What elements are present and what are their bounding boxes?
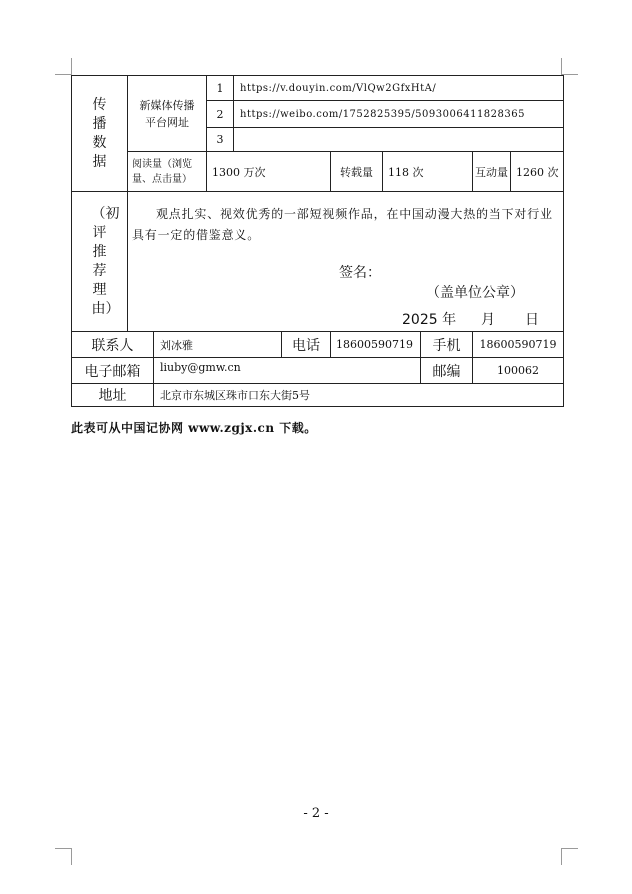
link-number-1: 1: [207, 76, 234, 101]
date-month: 月: [481, 312, 495, 328]
reads-value: 1300 万次: [207, 152, 331, 192]
spread-section-label: [72, 76, 128, 192]
phone-label: 电话: [282, 332, 331, 358]
review-section-text: （初评推荐理由）: [91, 205, 120, 317]
review-section-label: [72, 192, 128, 332]
link-url-2[interactable]: https://weibo.com/1752825395/5093006411828365: [234, 101, 564, 128]
entry-form-table: [71, 75, 564, 407]
interactions-label: 互动量: [473, 152, 511, 192]
page-number: - 2 -: [303, 806, 329, 821]
link-number-3: 3: [207, 128, 234, 152]
date-year: 2025 年: [402, 312, 457, 328]
platform-label-line2: 平台网址: [145, 115, 189, 129]
contact-value: 刘冰雅: [154, 332, 282, 358]
address-value: 北京市东城区珠市口东大街5号: [154, 384, 564, 407]
link-url-3[interactable]: [234, 128, 564, 152]
link-url-1[interactable]: https://v.douyin.com/VlQw2GfxHtA/: [234, 76, 564, 101]
email-value: liuby@gmw.cn: [154, 358, 421, 384]
platform-label-line1: 新媒体传播: [139, 98, 195, 112]
crop-mark-bottom-right: [561, 848, 578, 865]
platform-label: [128, 76, 207, 152]
interactions-value: 1260 次: [511, 152, 564, 192]
postcode-value: 100062: [473, 358, 564, 384]
footer-note: 此表可从中国记协网 www.zgjx.cn 下载。: [71, 421, 317, 435]
phone-value: 18600590719: [331, 332, 421, 358]
signature-label: 签名：: [339, 265, 381, 281]
reads-label: 阅读量（浏览量、点击量）: [128, 152, 207, 192]
contact-label: 联系人: [72, 332, 154, 358]
review-text: 观点扎实、视效优秀的一部短视频作品，在中国动漫大热的当下对行业具有一定的借鉴意义。: [132, 207, 553, 242]
date-day: 日: [525, 312, 539, 328]
address-label: 地址: [72, 384, 154, 407]
email-label: 电子邮箱: [72, 358, 154, 384]
crop-mark-top-left: [55, 58, 72, 75]
review-content-cell: [128, 192, 564, 332]
crop-mark-top-right: [561, 58, 578, 75]
link-number-2: 2: [207, 101, 234, 128]
reposts-value: 118 次: [383, 152, 473, 192]
postcode-label: 邮编: [421, 358, 473, 384]
mobile-label: 手机: [421, 332, 473, 358]
mobile-value: 18600590719: [473, 332, 564, 358]
reposts-label: 转载量: [331, 152, 383, 192]
spread-section-text: 传播数据: [92, 96, 107, 170]
seal-label: （盖单位公章）: [426, 285, 524, 301]
crop-mark-bottom-left: [55, 848, 72, 865]
